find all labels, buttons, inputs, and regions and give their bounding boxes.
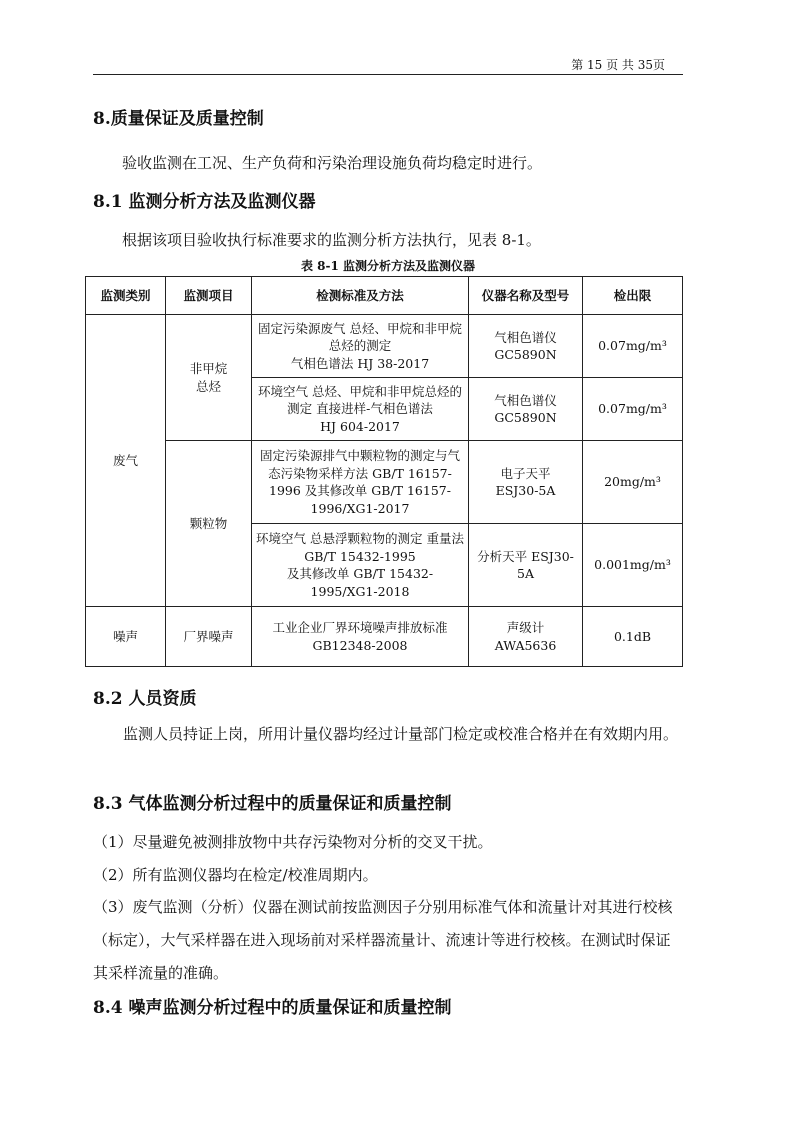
section-8-title: 8.质量保证及质量控制 [93, 109, 264, 129]
detection-limit-cell: 0.1dB [583, 607, 683, 667]
header-rule [93, 74, 683, 75]
page-header [93, 58, 683, 72]
col-header-item: 监测项目 [166, 277, 252, 315]
instrument-cell: 气相色谱仪 GC5890N [469, 315, 583, 378]
section-8-3-title: 8.3 气体监测分析过程中的质量保证和质量控制 [93, 794, 452, 814]
section-8-4-title: 8.4 噪声监测分析过程中的质量保证和质量控制 [93, 998, 452, 1018]
detection-limit-cell: 0.07mg/m³ [583, 315, 683, 378]
method-cell: 工业企业厂界环境噪声排放标准 GB12348-2008 [252, 607, 469, 667]
instrument-cell: 分析天平 ESJ30-5A [469, 524, 583, 607]
detection-limit-cell: 0.07mg/m³ [583, 378, 683, 441]
section-8-2-title: 8.2 人员资质 [93, 689, 197, 709]
detection-limit-cell: 0.001mg/m³ [583, 524, 683, 607]
qa-item-2: （2）所有监测仪器均在检定/校准周期内。 [93, 866, 378, 884]
table-row [86, 607, 683, 667]
instrument-cell: 电子天平 ESJ30-5A [469, 441, 583, 524]
method-cell: 环境空气 总烃、甲烷和非甲烷总烃的测定 直接进样-气相色谱法 HJ 604-2017 [252, 378, 469, 441]
page-number: 第 15 页 共 35页 [571, 58, 665, 72]
method-cell: 固定污染源废气 总烃、甲烷和非甲烷总烃的测定 气相色谱法 HJ 38-2017 [252, 315, 469, 378]
table-header-row [86, 277, 683, 315]
section-8-intro: 验收监测在工况、生产负荷和污染治理设施负荷均稳定时进行。 [122, 154, 543, 172]
col-header-category: 监测类别 [86, 277, 166, 315]
col-header-detection-limit: 检出限 [583, 277, 683, 315]
table-caption: 表 8-1 监测分析方法及监测仪器 [300, 259, 476, 273]
method-cell: 固定污染源排气中颗粒物的测定与气态污染物采样方法 GB/T 16157-1996 及其修改单 GB/T 16157-1996/XG1-2017 [252, 441, 469, 524]
section-8-1-intro: 根据该项目验收执行标准要求的监测分析方法执行，见表 8-1。 [122, 231, 541, 249]
item-cell-boundary-noise: 厂界噪声 [166, 607, 252, 667]
table-row [86, 315, 683, 378]
method-cell: 环境空气 总悬浮颗粒物的测定 重量法 GB/T 15432-1995 及其修改单 GB/T 15432-1995/XG1-2018 [252, 524, 469, 607]
category-cell-waste-gas: 废气 [86, 315, 166, 607]
table-row [86, 441, 683, 524]
section-8-1-title: 8.1 监测分析方法及监测仪器 [93, 192, 316, 212]
qa-item-3: （3）废气监测（分析）仪器在测试前按监测因子分别用标准气体和流量计对其进行校核（标定），大气采样器在进入现场前对采样器流量计、流速计等进行校核。在测试时保证其采样流量的准确。 [93, 898, 673, 982]
detection-limit-cell: 20mg/m³ [583, 441, 683, 524]
item-cell-nmhc: 非甲烷 总烃 [166, 315, 252, 441]
instrument-cell: 气相色谱仪 GC5890N [469, 378, 583, 441]
section-8-2-text: 监测人员持证上岗，所用计量仪器均经过计量部门检定或校准合格并在有效期内用。 [123, 725, 679, 743]
category-cell-noise: 噪声 [86, 607, 166, 667]
qa-item-1: （1）尽量避免被测排放物中共存污染物对分析的交叉干扰。 [93, 833, 493, 851]
col-header-method: 检测标准及方法 [252, 277, 469, 315]
monitoring-methods-table [85, 276, 683, 667]
col-header-instrument: 仪器名称及型号 [469, 277, 583, 315]
item-cell-particulate: 颗粒物 [166, 441, 252, 607]
instrument-cell: 声级计 AWA5636 [469, 607, 583, 667]
